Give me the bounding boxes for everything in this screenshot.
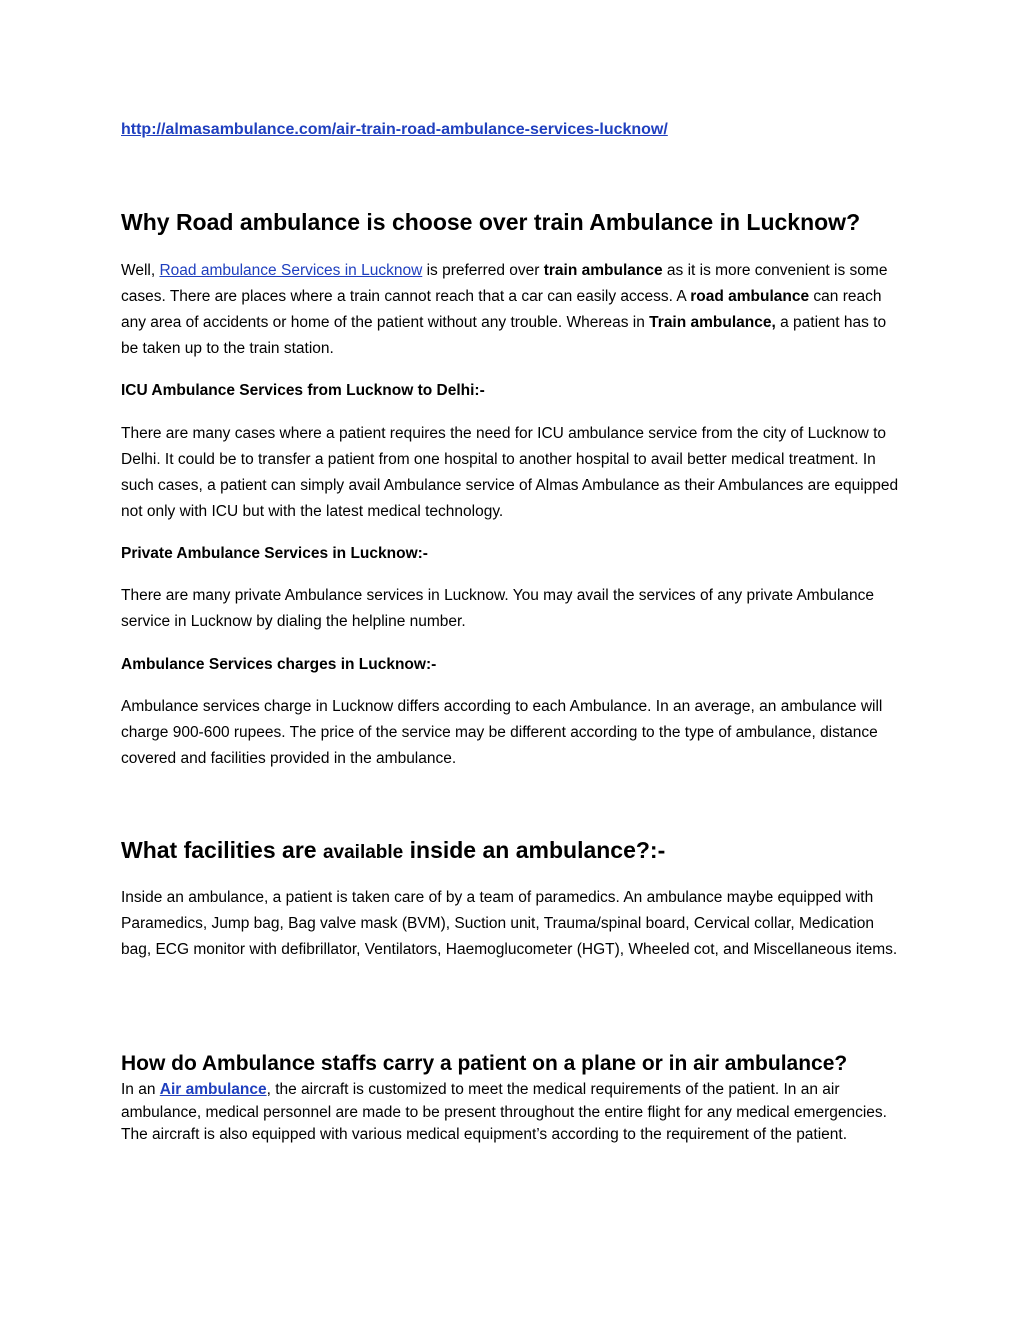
road-vs-train-paragraph	[121, 258, 907, 362]
heading-fragment-small: available	[322, 842, 404, 863]
charges-heading: Ambulance Services charges in Lucknow:-	[121, 656, 437, 673]
air-ambulance-paragraph	[121, 1079, 907, 1147]
text-fragment: is preferred over	[422, 262, 544, 279]
heading-fragment: inside an ambulance?:-	[403, 837, 666, 863]
bold-train-ambulance-2: Train ambulance,	[649, 314, 776, 331]
facilities-heading	[121, 835, 907, 868]
text-fragment: can reach any area of accidents or home of the patient without any trouble. Whereas in	[121, 288, 882, 331]
text-fragment: In an	[121, 1081, 160, 1098]
bold-road-ambulance: road ambulance	[690, 288, 810, 305]
air-ambulance-link[interactable]: Air ambulance	[159, 1081, 267, 1098]
icu-paragraph: There are many cases where a patient requires the need for ICU ambulance service from the city of Lucknow to Delhi. It could be to transfer a patient from one hospital to another hospital to avail better medical treatment. In such cases, a patient can simply avail Ambulance service of Almas Ambulance as their Ambulances are equipped not only with ICU but with the latest medical technology.	[121, 425, 899, 520]
facilities-paragraph: Inside an ambulance, a patient is taken care of by a team of paramedics. An ambulance maybe equipped with Paramedics, Jump bag, Bag valve mask (BVM), Suction unit, Trauma/spinal board, Cervical collar, Medication bag, ECG monitor with defibrillator, Ventilators, Haemoglucometer (HGT), Wheeled cot, and Miscellaneous items.	[121, 889, 898, 958]
heading-road-vs-train: Why Road ambulance is choose over train Ambulance in Lucknow?	[121, 209, 861, 235]
page-url-link[interactable]: http://almasambulance.com/air-train-road-ambulance-services-lucknow/	[121, 121, 668, 138]
bold-train-ambulance: train ambulance	[543, 262, 663, 279]
text-fragment: as it is more convenient is some cases. There are places where a train cannot reach that a car can easily access. A	[121, 262, 888, 305]
charges-paragraph: Ambulance services charge in Lucknow differs according to each Ambulance. In an average, an ambulance will charge 900-600 rupees. The price of the service may be different according to the type of ambulance, distance covered and facilities provided in the ambulance.	[121, 698, 883, 767]
private-paragraph: There are many private Ambulance services in Lucknow. You may avail the services of any private Ambulance service in Lucknow by dialing the helpline number.	[121, 587, 875, 630]
heading-fragment: What facilities are	[121, 837, 323, 863]
private-heading: Private Ambulance Services in Lucknow:-	[121, 545, 428, 562]
air-ambulance-heading: How do Ambulance staffs carry a patient on a plane or in air ambulance?	[121, 1052, 848, 1075]
text-fragment: , the aircraft is customized to meet the medical requirements of the patient. In an air ambulance, medical personnel are made to be present throughout the entire flight for any medical emergencies. The aircraft is also equipped with various medical equipment’s according to the requirement of the patient.	[121, 1081, 887, 1143]
road-ambulance-services-link[interactable]: Road ambulance Services in Lucknow	[159, 262, 423, 279]
text-fragment: a patient has to be taken up to the train station.	[121, 314, 887, 357]
text-fragment: Well,	[121, 262, 160, 279]
icu-heading: ICU Ambulance Services from Lucknow to Delhi:-	[121, 382, 485, 399]
